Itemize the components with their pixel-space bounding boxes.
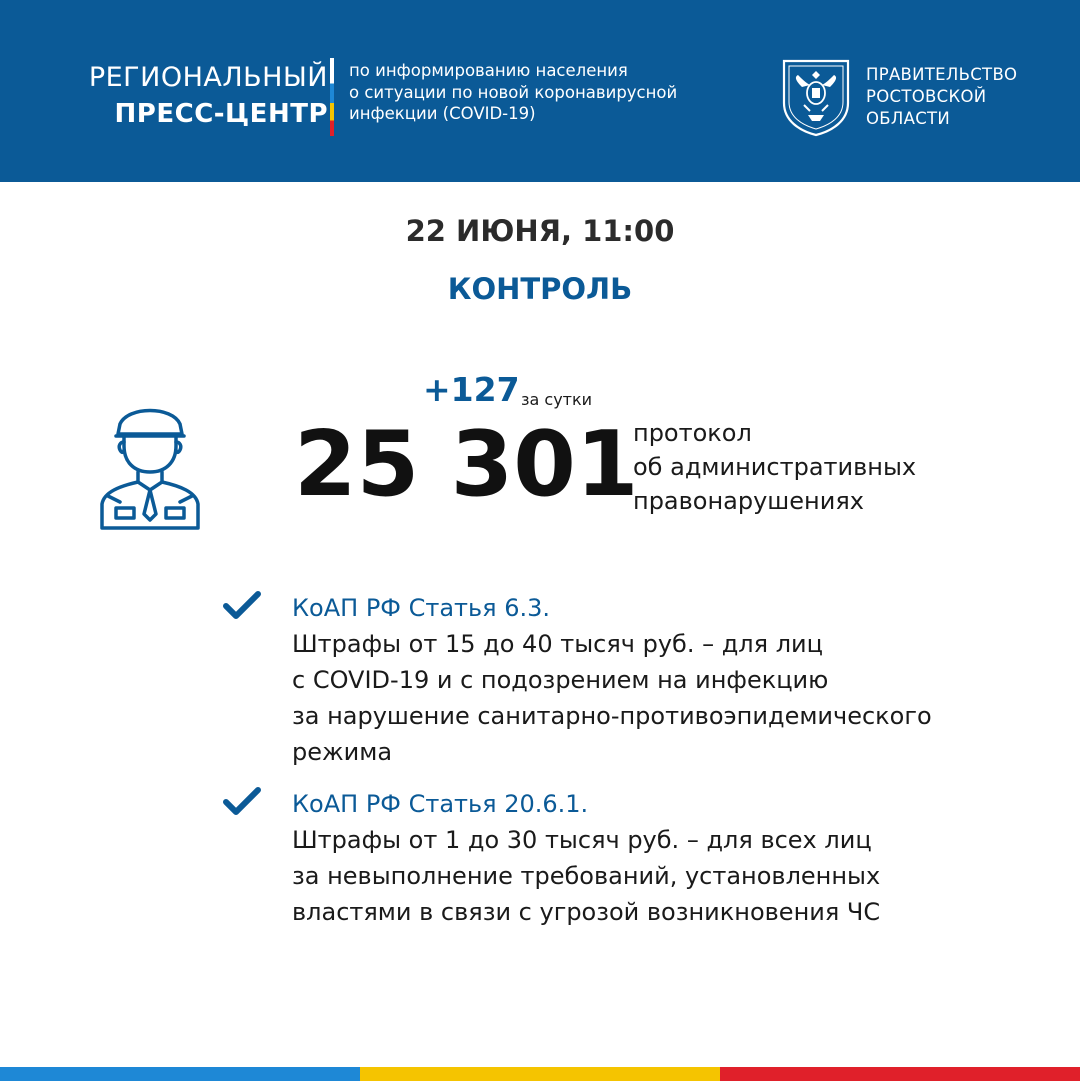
flag-divider <box>330 58 334 136</box>
list-item-text <box>292 590 932 770</box>
bar-segment-red <box>720 1067 1080 1081</box>
daily-increase: +127 <box>423 370 520 409</box>
article-line: режима <box>292 738 393 766</box>
article-line: Штрафы от 1 до 30 тысяч руб. – для всех лиц <box>292 826 872 854</box>
tricolor-bottom-bar <box>0 1067 1080 1081</box>
article-title: КоАП РФ Статья 20.6.1. <box>292 790 589 818</box>
government-line: ОБЛАСТИ <box>866 109 951 128</box>
press-center-title <box>89 60 328 132</box>
description-line: об административных <box>633 453 917 481</box>
article-line: Штрафы от 15 до 40 тысяч руб. – для лиц <box>292 630 823 658</box>
government-line: РОСТОВСКОЙ <box>866 87 987 106</box>
article-line: властями в связи с угрозой возникновения ЧС <box>292 898 881 926</box>
protocols-description <box>633 416 916 518</box>
header-banner <box>0 0 1080 182</box>
description-line: инфекции (COVID-19) <box>349 104 536 123</box>
list-item-text <box>292 786 880 930</box>
protocols-total: 25 301 <box>294 412 639 517</box>
checkmark-icon <box>222 590 262 622</box>
brand-line-1: РЕГИОНАЛЬНЫЙ <box>88 62 328 93</box>
daily-increase-label: за сутки <box>521 390 593 409</box>
article-line: с COVID-19 и с подозрением на инфекцию <box>292 666 829 694</box>
description-line: о ситуации по новой коронавирусной <box>349 82 678 102</box>
article-line: за невыполнение требований, установленных <box>292 862 881 890</box>
government-name <box>866 64 1017 130</box>
bar-segment-blue <box>0 1067 360 1081</box>
brand-line-2: ПРЕСС-ЦЕНТР <box>114 99 328 129</box>
coat-of-arms-icon <box>780 57 852 137</box>
description-line: по информированию населения <box>349 61 628 80</box>
press-center-description <box>349 60 677 125</box>
bar-segment-yellow <box>360 1067 720 1081</box>
article-line: за нарушение санитарно-противоэпидемического <box>292 702 932 730</box>
description-line: правонарушениях <box>633 487 864 515</box>
description-line: протокол <box>633 419 752 447</box>
report-date: 22 ИЮНЯ, 11:00 <box>405 214 675 248</box>
government-line: ПРАВИТЕЛЬСТВО <box>866 65 1018 84</box>
checkmark-icon <box>222 786 262 818</box>
police-officer-icon <box>98 400 202 532</box>
section-title: КОНТРОЛЬ <box>447 272 633 306</box>
article-title: КоАП РФ Статья 6.3. <box>292 594 551 622</box>
